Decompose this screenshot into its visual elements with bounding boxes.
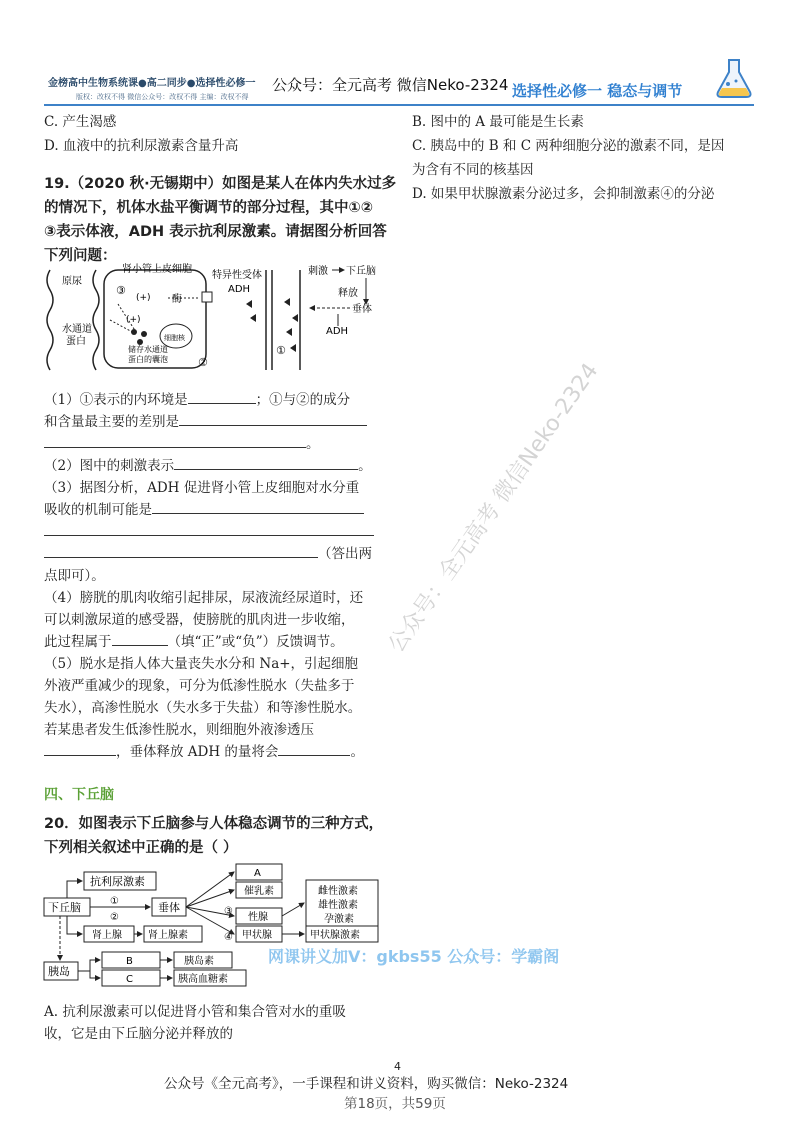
q19-answer-blank-3[interactable] (44, 433, 306, 448)
q20-jia-zhuang-xian-ji-su: 甲状腺激素 (310, 930, 360, 941)
q19-sub1-line2: 和含量最主要的差别是 (44, 410, 367, 434)
q19-answer-blank-6[interactable] (44, 521, 374, 536)
yuanniao-label: 原尿 (62, 276, 82, 287)
q19-answer-blank-2[interactable] (179, 411, 367, 426)
diagonal-watermark: 公众号：全元高考 微信Neko-2324 (384, 358, 604, 658)
footer-page-number: 4 (394, 1060, 401, 1073)
q20-box-a: A (254, 868, 261, 879)
q19-sub4-line3: 此过程属于 （填“正”或“负”）反馈调节。 (44, 630, 344, 654)
q19-answer-blank-5[interactable] (152, 499, 364, 514)
q19-answer-blank-9[interactable] (44, 741, 116, 756)
q19-sub5-line2: 外液严重减少的现象，可分为低渗性脱水（失盐多于 (44, 678, 355, 694)
q20-stem-line2: 下列相关叙述中正确的是（ ） (44, 840, 238, 856)
q19-sub3-line4: （答出两 (44, 542, 372, 566)
q20-jia-zhuang-xian: 甲状腺 (242, 930, 272, 941)
q19-sub2: （2）图中的刺激表示 。 (44, 454, 372, 478)
q20-yi-dao: 胰岛 (48, 965, 70, 978)
q19-answer-blank-10[interactable] (278, 741, 350, 756)
header-series-title: 金榜高中生物系统课●高二同步●选择性必修一 (48, 78, 256, 89)
xia-qiu-nao-label: 下丘脑 (346, 266, 376, 277)
q19-sub3-line5: 点即可）。 (44, 568, 105, 584)
q20-option-a-line2: 收，它是由下丘脑分泌并释放的 (44, 1026, 233, 1042)
diagram-num-1: ① (276, 344, 286, 357)
promo-banner: 网课讲义加V：gkbs55 公众号：学霸阁 (268, 947, 560, 966)
q19-sub4-line1: （4）膀胱的肌肉收缩引起排尿，尿液流经尿道时，还 (44, 590, 364, 606)
header-watermark-text: 公众号：全元高考 微信Neko-2324 (272, 76, 509, 94)
svg-text:细胞核: 细胞核 (164, 334, 185, 342)
chui-ti-label: 垂体 (352, 304, 372, 315)
q19-sub3-line3 (44, 520, 374, 544)
q20-kang-li-niao: 抗利尿激素 (90, 875, 145, 888)
q20-shen-shang-xian: 肾上腺 (92, 930, 122, 941)
q20-yun-ji-su: 孕激素 (324, 914, 354, 925)
prev-option-c-right: C. 胰岛中的 B 和 C 两种细胞分泌的激素不同，是因 (412, 138, 725, 154)
prev-option-c-left: C. 产生渴感 (44, 114, 117, 130)
plus-label-2: (+) (126, 315, 141, 325)
q20-xia-qiu-nao: 下丘脑 (48, 901, 81, 914)
adh-label-2: ADH (326, 326, 349, 337)
q19-answer-blank-1[interactable] (188, 389, 256, 404)
q19-sub4-line2: 可以刺激尿道的感受器，使膀胱的肌肉进一步收缩， (44, 612, 355, 628)
q20-num-2: ② (110, 912, 119, 923)
q19-sub5-line4: 若某患者发生低渗性脱水，则细胞外液渗透压 (44, 722, 314, 738)
mei-label: 酶 (172, 294, 182, 305)
q20-stem-line1: 20．如图表示下丘脑参与人体稳态调节的三种方式， (44, 816, 384, 832)
header-copyright: 版权：改权不得 微信公众号：改权不得 主编：改权不得 (76, 93, 249, 101)
q20-box-b: B (126, 956, 133, 967)
q20-num-3: ③ (224, 906, 233, 917)
q19-water-balance-diagram (40, 262, 380, 378)
q19-answer-blank-7[interactable] (44, 543, 318, 558)
footer-page-info: 第18页，共59页 (344, 1096, 446, 1112)
q19-sub1-line1: （1）①表示的内环境是 ；①与②的成分 (44, 388, 350, 412)
q20-yi-dao-su: 胰岛素 (184, 956, 214, 967)
zhu-cun-label: 储存水通道 (128, 345, 168, 354)
section-heading-hypothalamus: 四、下丘脑 (44, 787, 114, 803)
prev-option-d-right: D. 如果甲状腺激素分泌过多，会抑制激素④的分泌 (412, 186, 715, 202)
footer-ad-line: 公众号《全元高考》，一手课程和讲义资料，购买微信：Neko-2324 (164, 1076, 569, 1092)
te-yi-xing-label: 特异性受体 (212, 270, 262, 281)
header-divider (44, 104, 754, 106)
q19-answer-blank-4[interactable] (174, 455, 358, 470)
q20-shen-shang-xian-su: 肾上腺素 (148, 930, 188, 941)
q20-num-4: ④ (224, 932, 233, 943)
dan-bai-nang-label: 蛋白的囊泡 (128, 355, 168, 364)
q19-stem-line1: 19.（2020 秋·无锡期中）如图是某人在体内失水过多 (44, 176, 397, 192)
q19-answer-blank-8[interactable] (112, 631, 168, 646)
q19-stem-line2: 的情况下，机体水盐平衡调节的部分过程，其中①② (44, 200, 374, 216)
q19-sub3-line2: 吸收的机制可能是 (44, 498, 364, 522)
plus-label-1: (+) (136, 293, 151, 303)
q20-cui-ru-su: 催乳素 (244, 886, 274, 897)
shi-fang-label: 释放 (338, 288, 358, 299)
ci-ji-label: 刺激 (308, 266, 328, 277)
q20-yi-gao-xue-tang-su: 胰高血糖素 (178, 974, 228, 985)
q19-sub3-line1: （3）据图分析，ADH 促进肾小管上皮细胞对水分重 (44, 480, 360, 496)
q19-stem-line4: 下列问题： (44, 248, 117, 264)
adh-label-1: ADH (228, 284, 251, 295)
prev-option-b-right: B. 图中的 A 最可能是生长素 (412, 114, 584, 130)
q20-num-1: ① (110, 896, 119, 907)
flask-logo-icon (712, 56, 756, 100)
q19-stem-line3: ③表示体液，ADH 表示抗利尿激素。请据图分析回答 (44, 224, 387, 240)
shen-xiao-guan-label: 肾小管上皮细胞 (122, 264, 192, 275)
q19-sub5-line1: （5）脱水是指人体大量丧失水分和 Na+，引起细胞 (44, 656, 359, 672)
q20-ci-xing: 雌性激素 (318, 886, 358, 897)
q20-xiong-xing: 雄性激素 (318, 900, 358, 911)
prev-option-d-left: D. 血液中的抗利尿激素含量升高 (44, 138, 239, 154)
diagram-num-3: ③ (116, 284, 126, 297)
shui-tong-dao-label: 水通道 (62, 324, 92, 335)
diagram-num-2: ② (198, 356, 208, 369)
q20-hypothalamus-diagram (40, 860, 390, 990)
q20-xing-xian: 性腺 (248, 912, 268, 923)
q20-box-c: C (126, 974, 133, 985)
dan-bai-label: 蛋白 (66, 336, 86, 347)
q19-sub5-line5: ，垂体释放 ADH 的量将会 。 (44, 740, 364, 764)
q20-option-a-line1: A. 抗利尿激素可以促进肾小管和集合管对水的重吸 (44, 1004, 346, 1020)
q19-sub5-line3: 失水），高渗性脱水（失水多于失盐）和等渗性脱水。 (44, 700, 362, 716)
header-book-title: 选择性必修一 稳态与调节 (512, 82, 683, 100)
q19-sub1-line3: 。 (44, 432, 320, 456)
prev-option-c-right-cont: 为含有不同的核基因 (412, 162, 534, 178)
q20-chui-ti: 垂体 (158, 901, 180, 914)
